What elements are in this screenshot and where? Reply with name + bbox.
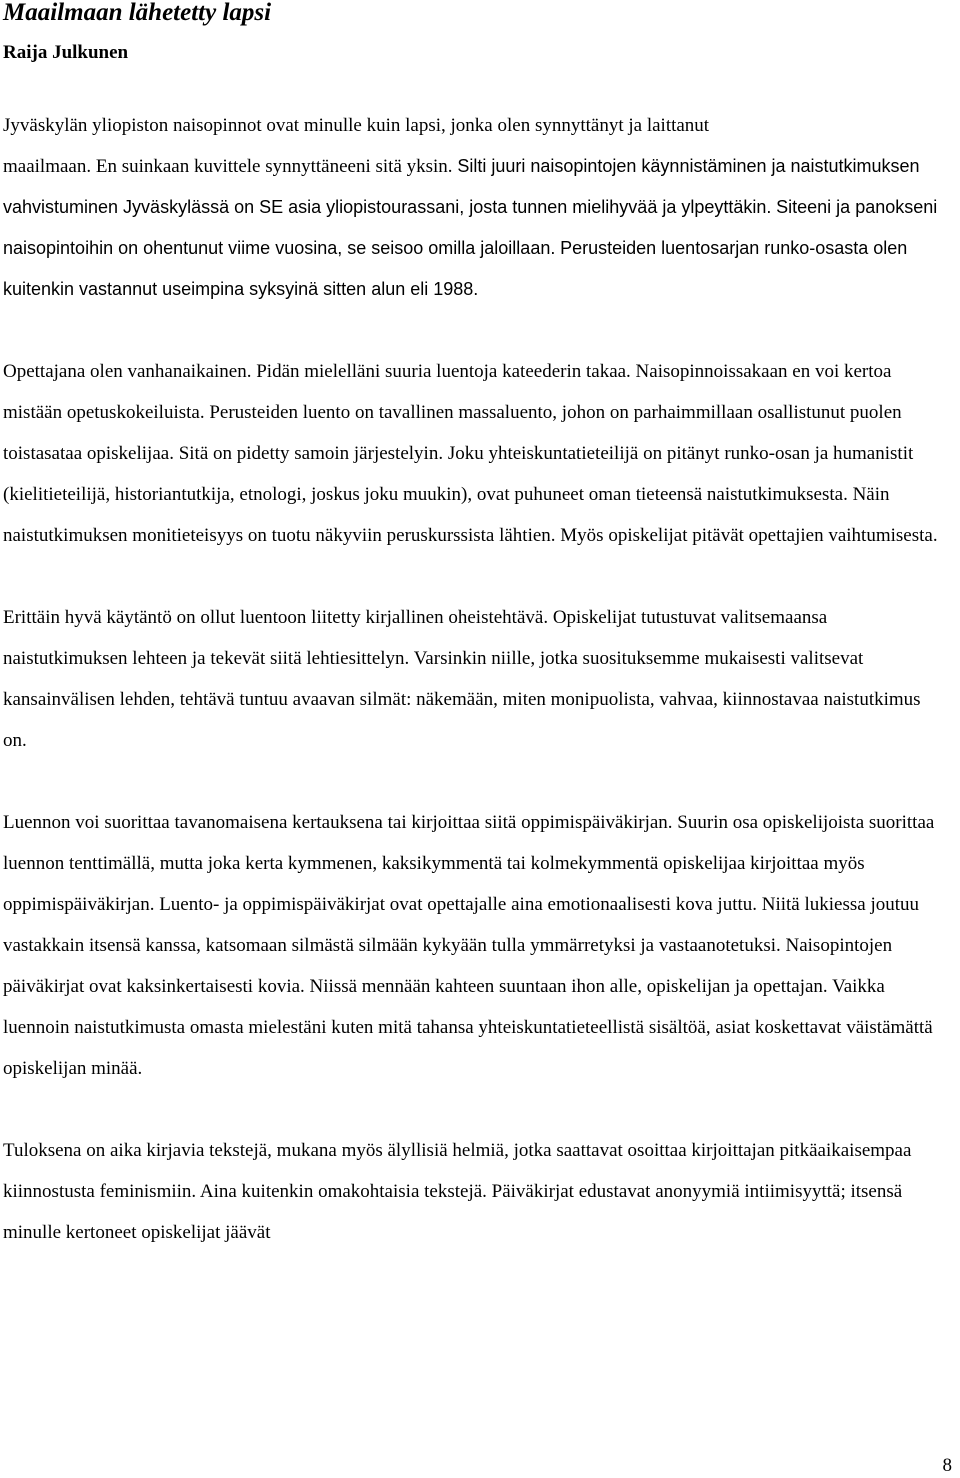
paragraph-5: Tuloksena on aika kirjavia tekstejä, mukana myös älyllisiä helmiä, jotka saattavat osoittaa kirjoittajan pitkäaikaisempaa kiinnostusta feminismiin. Aina kuitenkin omakohtaisia tekstejä. Päiväkirjat edustavat anonyymiä intiimisyyttä; itsensä minulle kertoneet opiskelijat jäävät: [3, 1140, 912, 1243]
document-body: [3, 105, 948, 1253]
paragraph-1-sentence-sans-1: Silti juuri naisopintojen käynnistäminen ja naistutkimuksen vahvistuminen Jyväskylässä on SE asia yliopistourassani, josta tunnen mielihyvää ja ylpeyttäkin.: [3, 156, 920, 217]
paragraph-3: Erittäin hyvä käytäntö on ollut luentoon liitetty kirjallinen oheistehtävä. Opiskelijat tutustuvat valitsemaansa naistutkimuksen lehteen ja tekevät siitä lehtiesittelyn. Varsinkin niille, jotka suosituksemme mukaisesti valitsevat kansainvälisen lehden, tehtävä tuntuu avaavan silmät: näkemään, miten monipuolista, vahvaa, kiinnostavaa naistutkimus on.: [3, 607, 921, 751]
document-author: Raija Julkunen: [3, 42, 129, 63]
paragraph-spacer: [3, 310, 948, 351]
paragraph-1-line-2: maailmaan. En suinkaan kuvittele synnyttäneeni sitä yksin.: [3, 156, 453, 177]
paragraph-1: [3, 105, 948, 310]
paragraph-2: Opettajana olen vanhanaikainen. Pidän mielelläni suuria luentoja kateederin takaa. Naisopinnoissakaan en voi kertoa mistään opetuskokeiluista. Perusteiden luento on tavallinen massaluento, johon on parhaimmillaan osallistunut puolen toistasataa opiskelijaa. Sitä on pidetty samoin järjestelyin. Joku yhteiskuntatieteilijä on pitänyt runko-osan ja humanistit (kielitieteilijä, historiantutkija, etnologi, joskus joku muukin), ovat puhuneet oman tieteensä naistutkimuksesta. Näin naistutkimuksen monitieteisyys on tuotu näkyviin peruskurssista lähtien. Myös opiskelijat pitävät opettajien vaihtumisesta.: [3, 361, 938, 546]
paragraph-spacer: [3, 761, 948, 802]
document-title: Maailmaan lähetetty lapsi: [3, 0, 272, 26]
paragraph-4: Luennon voi suorittaa tavanomaisena kertauksena tai kirjoittaa siitä oppimispäiväkirjan. Suurin osa opiskelijoista suorittaa luennon tenttimällä, mutta joka kerta kymmenen, kaksikymmentä tai kolmekymmentä opiskelijaa kirjoittaa myös oppimispäiväkirjan. Luento- ja oppimispäiväkirjat ovat opettajalle aina emotionaalisesti kova juttu. Niitä lukiessa joutuu vastakkain itsensä kanssa, katsomaan silmästä silmään kykyään tulla ymmärretyksi ja vastaanotetuksi. Naisopintojen päiväkirjat ovat kaksinkertaisesti kovia. Niissä mennään kahteen suuntaan ihon alle, opiskelijan ja opettajan. Vaikka luennoin naistutkimusta omasta mielestäni kuten mitä tahansa yhteiskuntatieteellistä sisältöä, asiat koskettavat väistämättä opiskelijan minää.: [3, 812, 935, 1079]
document-page: [3, 0, 953, 1243]
page-number: 8: [942, 1455, 952, 1476]
paragraph-spacer: [3, 556, 948, 597]
paragraph-1-sentence-sans-3: Perusteiden luentosarjan runko-osasta olen kuitenkin vastannut useimpina syksyinä sitten alun eli 1988.: [3, 238, 908, 299]
paragraph-spacer: [3, 1089, 948, 1130]
paragraph-1-sentence-sans-2: Siteeni ja panokseni naisopintoihin on ohentunut viime vuosina, se seisoo omilla jaloillaan.: [3, 197, 938, 258]
paragraph-1-line-1: Jyväskylän yliopiston naisopinnot ovat minulle kuin lapsi, jonka olen synnyttänyt ja laittanut: [3, 115, 710, 136]
